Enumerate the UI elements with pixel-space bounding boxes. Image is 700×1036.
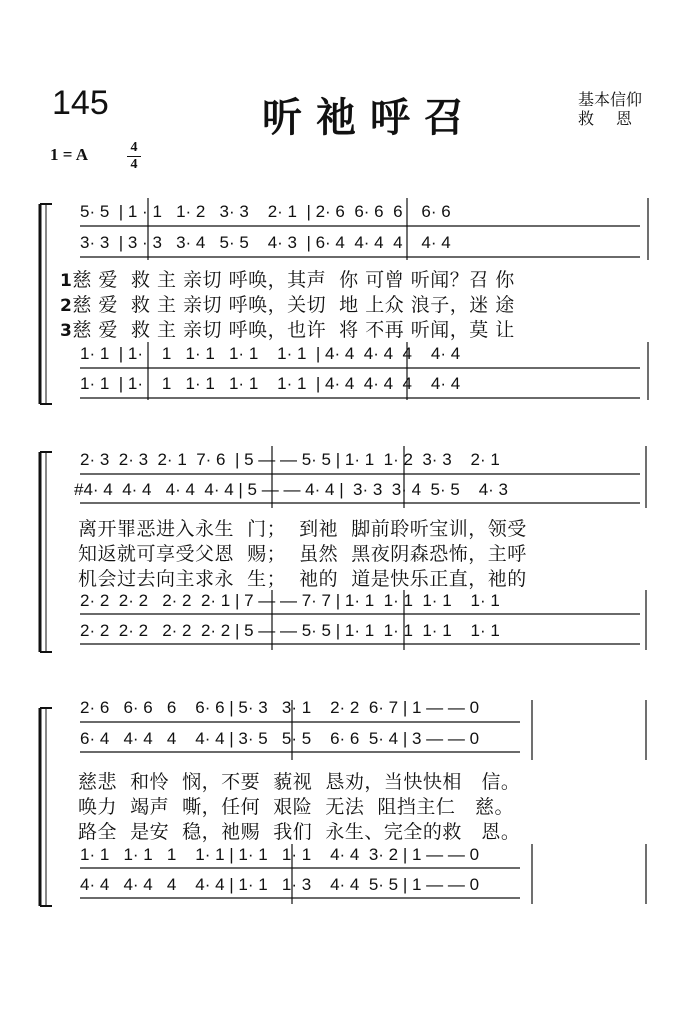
system3-alto: 6· 4 4· 4 4 4· 4 | 3· 5 5· 5 6· 6 5· 4 | 3 — — 0 <box>80 729 480 748</box>
system3-tenor: 1· 1 1· 1 1 1· 1 | 1· 1 1· 1 4· 4 3· 2 | 1 — — 0 <box>80 845 480 864</box>
system3-verse3: 路全 是安 稳，祂赐 我们 永生、完全的救 恩。 <box>78 821 521 843</box>
system3-verse2: 唤力 竭声 嘶，任何 艰险 无法 阻挡主仁 慈。 <box>78 796 515 818</box>
system1-verse2: 2慈 爱 救 主 亲切 呼唤，关切 地 上众 浪子，迷 途 <box>60 294 515 316</box>
system2-tenor: 2· 2 2· 2 2· 2 2· 1 | 7 — — 7· 7 | 1· 1 1· 1 1· 1 1· 1 <box>80 591 500 610</box>
system2-verse3: 机会过去向主求永 生； 祂的 道是快乐正直，祂的 <box>78 568 527 590</box>
system2-soprano: 2· 3 2· 3 2· 1 7· 6 | 5 — — 5· 5 | 1· 1 1· 2 3· 3 2· 1 <box>80 450 500 469</box>
system1-soprano: 5· 5 | 1 · 1 1· 2 3· 3 2· 1 | 2· 6 6· 6 6 6· 6 <box>80 202 451 221</box>
system2-bass: 2· 2 2· 2 2· 2 2· 2 | 5 — — 5· 5 | 1· 1 1· 1 1· 1 1· 1 <box>80 621 500 640</box>
system1-tenor: 1· 1 | 1· 1 1· 1 1· 1 1· 1 | 4· 4 4· 4 4 4· 4 <box>80 344 461 363</box>
system3-bass: 4· 4 4· 4 4 4· 4 | 1· 1 1· 3 4· 4 5· 5 | 1 — — 0 <box>80 875 480 894</box>
system1-verse1: 1慈 爱 救 主 亲切 呼唤，其声 你 可曾 听闻？召 你 <box>60 269 515 291</box>
key-signature: 1 = A <box>50 145 89 164</box>
system3-soprano: 2· 6 6· 6 6 6· 6 | 5· 3 3· 1 2· 2 6· 7 | 1 — — 0 <box>80 698 480 717</box>
system2-alto: #4· 4 4· 4 4· 4 4· 4 | 5 — — 4· 4 | 3· 3 3· 4 5· 5 4· 3 <box>74 480 509 499</box>
category-sub: 救恩 <box>578 109 655 128</box>
system1-bass: 1· 1 | 1· 1 1· 1 1· 1 1· 1 | 4· 4 4· 4 4 4· 4 <box>80 374 461 393</box>
time-signature-top: 4 <box>130 140 138 155</box>
hymn-number: 145 <box>52 84 109 122</box>
system1-alto: 3· 3 | 3 · 3 3· 4 5· 5 4· 3 | 6· 4 4· 4 4 4· 4 <box>80 233 451 252</box>
hymn-title: 听祂呼召 <box>262 94 478 141</box>
system1-verse3: 3慈 爱 救 主 亲切 呼唤，也许 将 不再 听闻，莫 让 <box>60 319 515 341</box>
system2-verse1: 离开罪恶进入永生 门； 到祂 脚前聆听宝训，领受 <box>78 518 527 540</box>
category-main: 基本信仰 <box>578 90 643 109</box>
system3-verse1: 慈悲 和怜 悯，不要 藐视 恳劝，当快快相 信。 <box>78 771 521 793</box>
time-signature-bottom: 4 <box>127 156 141 173</box>
system2-verse2: 知返就可享受父恩 赐； 虽然 黑夜阴森恐怖，主呼 <box>78 543 527 565</box>
